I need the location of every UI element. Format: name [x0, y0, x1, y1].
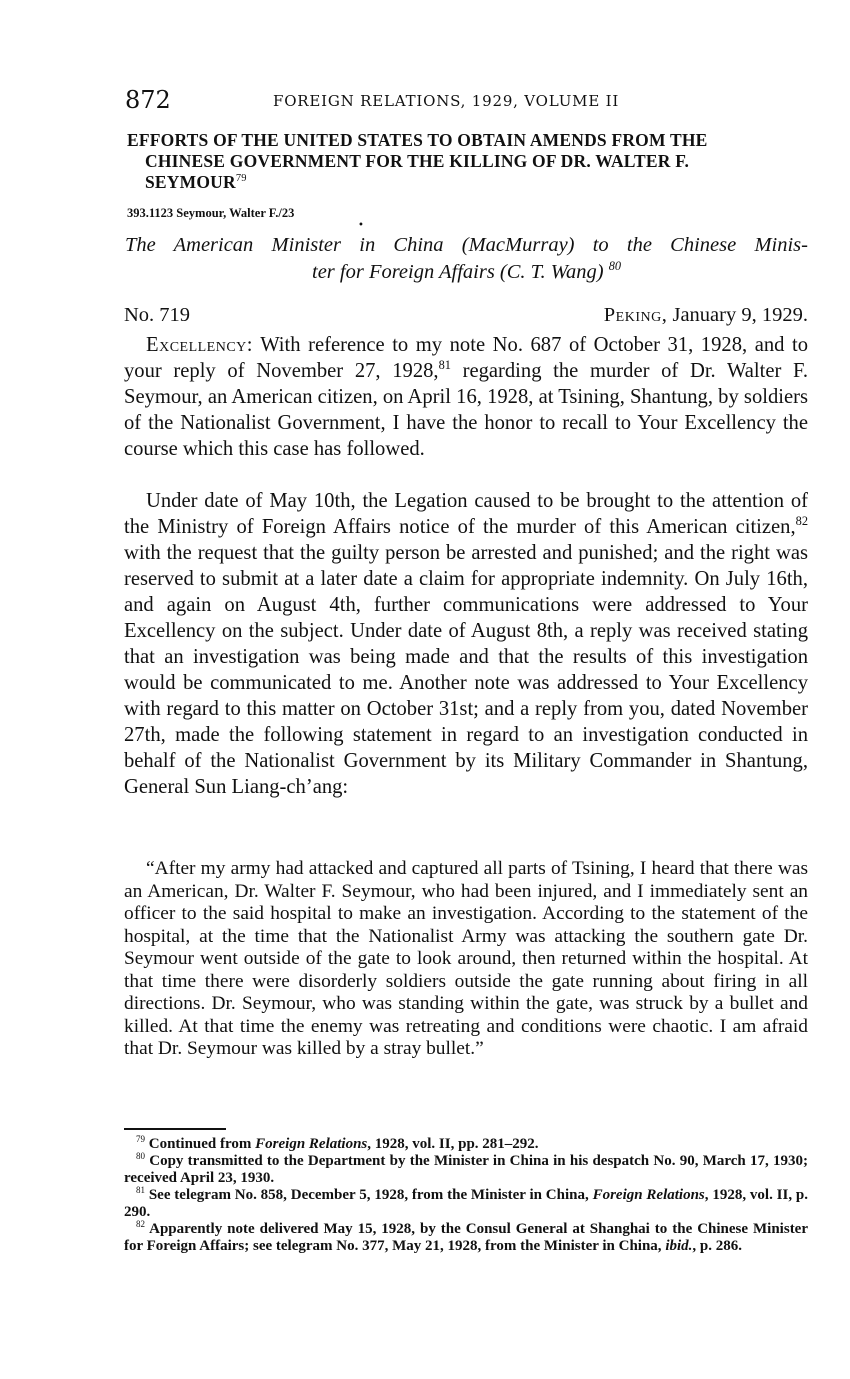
- body-paragraph: Excellency: With reference to my note No. 687 of October 31, 1928, and to your reply of November 27, 1928,81 regarding the murder of Dr. Walter F. Seymour, an American citizen, on April 16, 1928, at Tsining, Shantung, by soldiers of the Nationalist Government, I have the honor to recall to Your Excellency the course which this case has followed.: [124, 334, 808, 460]
- footnotes: [124, 1136, 808, 1255]
- heading-line: ter for Foreign Affairs (C. T. Wang) $^{80}$: [312, 259, 621, 283]
- footnote-mark: 81: [136, 1185, 145, 1195]
- section-title: [127, 130, 807, 193]
- date: January 9, 1929.: [672, 304, 808, 326]
- footnote: $^{81}$ See telegram No. 858, December 5, 1928, from the Minister in China, Foreign Relations, 1928, vol. II, p. 290.: [124, 1185, 809, 1220]
- footnote-mark: 82: [136, 1219, 145, 1229]
- file-number: 393.1123 Seymour, Walter F./23: [127, 206, 295, 220]
- page-number: 872: [125, 86, 171, 114]
- document-heading: [125, 232, 808, 286]
- running-head: [125, 86, 805, 116]
- footnote-mark: 80: [136, 1151, 145, 1161]
- heading-line: The American Minister in China (MacMurray) to the Chinese Minis-: [125, 234, 808, 256]
- footnote: $^{80}$ Copy transmitted to the Department by the Minister in China in his despatch No. 90, March 17, 1930; received April 23, 1930.: [124, 1151, 808, 1186]
- running-title: FOREIGN RELATIONS, 1929, VOLUME II: [273, 92, 620, 110]
- place: Peking,: [603, 304, 668, 326]
- footnote: $^{82}$ Apparently note delivered May 15, 1928, by the Consul General at Shanghai to the Chinese Minister for Foreign Affairs; see telegram No. 377, May 21, 1928, from the Minister in China, ibid., p. 286.: [124, 1219, 808, 1254]
- body-paragraph: Under date of May 10th, the Legation caused to be brought to the attention of the Ministry of Foreign Affairs notice of the murder of this American citizen,$^{82}$ with the request that the guilty person be arrested and punished; and the right was reserved to submit at a later date a claim for appropriate indemnity. On July 16th, and again on August 4th, further communications were addressed to Your Excellency on the subject. Under date of August 8th, a reply was received stating that an investigation was being made and that the results of this investigation would be communicated to me. Another note was addressed to Your Excellency with regard to this matter on October 31st; and a reply from you, dated November 27th, made the following statement in regard to an investigation conducted in behalf of the Nationalist Government by its Military Commander in Shantung, General Sun Liang-ch’ang:: [124, 490, 808, 798]
- footnote-ref: 79: [235, 173, 247, 185]
- place-date: [604, 304, 808, 327]
- document-number: No. 719: [124, 304, 191, 326]
- footnote-ref: 81: [438, 358, 451, 373]
- section-title-line: CHINESE GOVERNMENT FOR THE KILLING OF DR. WALTER F.: [145, 151, 690, 171]
- footnote-ref: 80: [608, 259, 621, 274]
- footnote: $^{79}$ Continued from Foreign Relations, 1928, vol. II, pp. 281–292.: [136, 1134, 539, 1152]
- ink-mark: •: [358, 220, 364, 231]
- footnote-ref: 82: [795, 514, 808, 529]
- footnote-mark: 79: [136, 1134, 145, 1144]
- section-title-line: EFFORTS OF THE UNITED STATES TO OBTAIN AMENDS FROM THE: [127, 130, 708, 150]
- section-title-line: SEYMOUR$^{79}$: [145, 172, 247, 192]
- footnote-divider: [124, 1128, 226, 1130]
- dateline: [124, 304, 808, 332]
- salutation: Excellency:: [146, 334, 254, 356]
- block-quote: “After my army had attacked and captured all parts of Tsining, I heard that there was an American, Dr. Walter F. Seymour, who had been injured, and I immediately sent an officer to the said hospital to make an investigation. According to the statement of the hospital, at the time that the Nationalist Army was attacking the southern gate Dr. Seymour went outside of the gate to look around, then returned within the hospital. At that time there were disorderly soldiers outside the gate running about firing in all directions. Dr. Seymour, who was standing within the gate, was struck by a bullet and killed. At that time the enemy was retreating and conditions were chaotic. I am afraid that Dr. Seymour was killed by a stray bullet.”: [124, 858, 808, 1059]
